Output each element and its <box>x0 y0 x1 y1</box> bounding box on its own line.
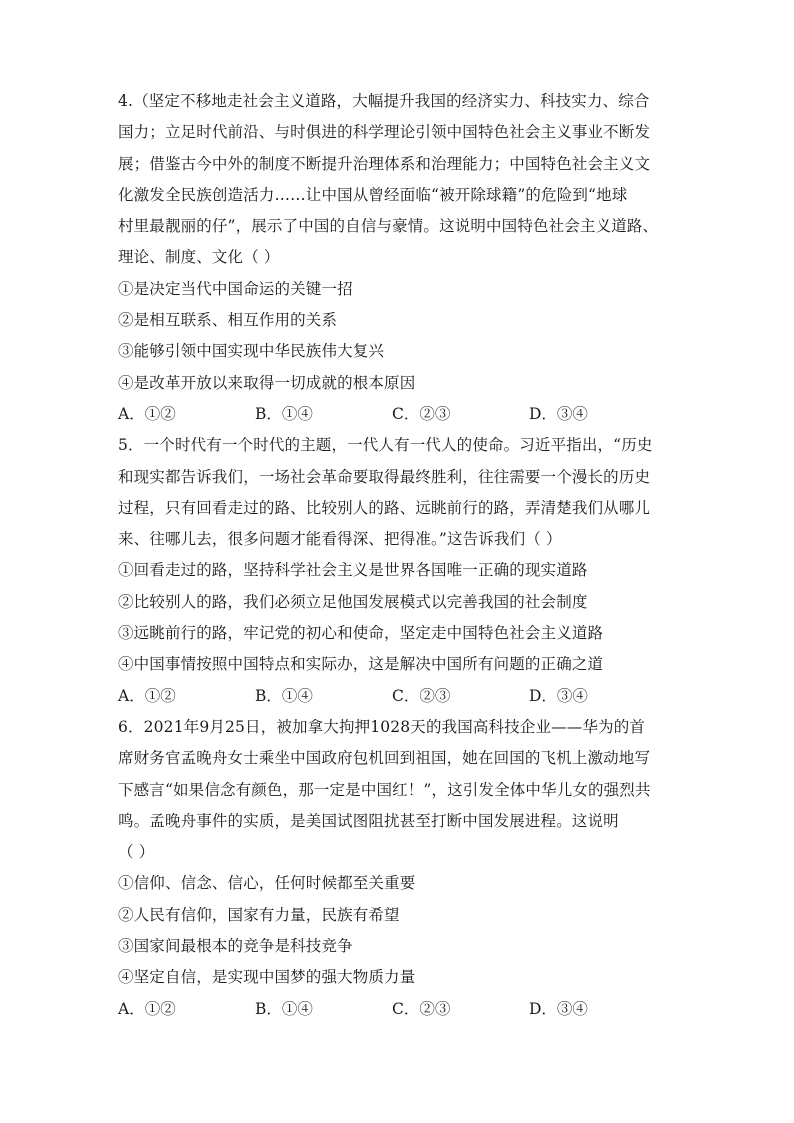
statement-3: ③能够引领中国实现中华民族伟大复兴 <box>118 342 385 361</box>
statement-1: ①信仰、信念、信心，任何时候都至关重要 <box>118 874 416 893</box>
question-stem-line: 4.（坚定不移地走社会主义道路，大幅提升我国的经济实力、科技实力、综合 <box>118 92 650 110</box>
answer-options <box>118 399 678 430</box>
question-stem-line: 国力；立足时代前沿、与时俱进的科学理论引领中国特色社会主义事业不断发 <box>118 123 651 142</box>
question-stem-line: 来、往哪儿去，很多问题才能看得深、把得准。”这告诉我们（ ） <box>118 530 562 549</box>
statement-3: ③国家间最根本的竞争是科技竞争 <box>118 937 353 956</box>
statement-2: ②是相互联系、相互作用的关系 <box>118 311 338 330</box>
option-d[interactable]: D．③④ <box>529 404 588 423</box>
question-stem-line: 村里最靓丽的仔”，展示了中国的自信与豪情。这说明中国特色社会主义道路、 <box>118 217 659 236</box>
question-stem-line: （ ） <box>118 843 155 862</box>
option-a[interactable]: A．①② <box>118 686 176 705</box>
option-a[interactable]: A．①② <box>118 404 176 423</box>
question-6 <box>118 712 678 1025</box>
question-stem-line: 下感言“如果信念有颜色，那一定是中国红！”，这引发全体中华儿女的强烈共 <box>118 780 651 799</box>
statement-1: ①是决定当代中国命运的关键一招 <box>118 279 353 298</box>
option-b[interactable]: B．①④ <box>255 686 313 705</box>
question-stem-line: 席财务官孟晚舟女士乘坐中国政府包机回到祖国，她在回国的飞机上激动地写 <box>118 749 651 768</box>
question-stem-line: 5．一个时代有一个时代的主题，一代人有一代人的使命。习近平指出，“历史 <box>118 436 653 455</box>
question-stem-line: 6．2021年9月25日，被加拿大拘押1028天的我国高科技企业——华为的首 <box>118 717 646 736</box>
question-stem-line: 展；借鉴古今中外的制度不断提升治理体系和治理能力；中国特色社会主义文 <box>118 154 651 173</box>
option-d[interactable]: D．③④ <box>529 999 588 1018</box>
question-5 <box>118 430 678 712</box>
option-c[interactable]: C．②③ <box>392 404 451 423</box>
question-stem-line: 和现实都告诉我们，一场社会革命要取得最终胜利，往往需要一个漫长的历史 <box>118 467 651 486</box>
statement-1: ①回看走过的路，坚持科学社会主义是世界各国唯一正确的现实道路 <box>118 561 588 580</box>
option-c[interactable]: C．②③ <box>392 686 451 705</box>
question-stem-line: 过程，只有回看走过的路、比较别人的路、远眺前行的路，弄清楚我们从哪儿 <box>118 498 651 517</box>
option-c[interactable]: C．②③ <box>392 999 451 1018</box>
answer-options <box>118 681 678 712</box>
option-b[interactable]: B．①④ <box>255 404 313 423</box>
statement-4: ④是改革开放以来取得一切成就的根本原因 <box>118 373 416 392</box>
answer-options <box>118 994 678 1025</box>
question-stem-line: 化激发全民族创造活力……让中国从曾经面临“被开除球籍”的危险到“地球 <box>118 185 628 204</box>
option-d[interactable]: D．③④ <box>529 686 588 705</box>
question-stem-line: 理论、制度、文化（ ） <box>118 248 280 267</box>
option-a[interactable]: A．①② <box>118 999 176 1018</box>
statement-3: ③远眺前行的路，牢记党的初心和使命，坚定走中国特色社会主义道路 <box>118 624 604 643</box>
statement-4: ④坚定自信，是实现中国梦的强大物质力量 <box>118 968 416 987</box>
question-4 <box>118 86 678 430</box>
option-b[interactable]: B．①④ <box>255 999 313 1018</box>
statement-2: ②人民有信仰，国家有力量，民族有希望 <box>118 905 400 924</box>
statement-4: ④中国事情按照中国特点和实际办，这是解决中国所有问题的正确之道 <box>118 655 604 674</box>
exam-page <box>118 86 678 1025</box>
question-stem-line: 鸣。孟晚舟事件的实质，是美国试图阻扰甚至打断中国发展进程。这说明 <box>118 811 619 830</box>
statement-2: ②比较别人的路，我们必须立足他国发展模式以完善我国的社会制度 <box>118 592 588 611</box>
